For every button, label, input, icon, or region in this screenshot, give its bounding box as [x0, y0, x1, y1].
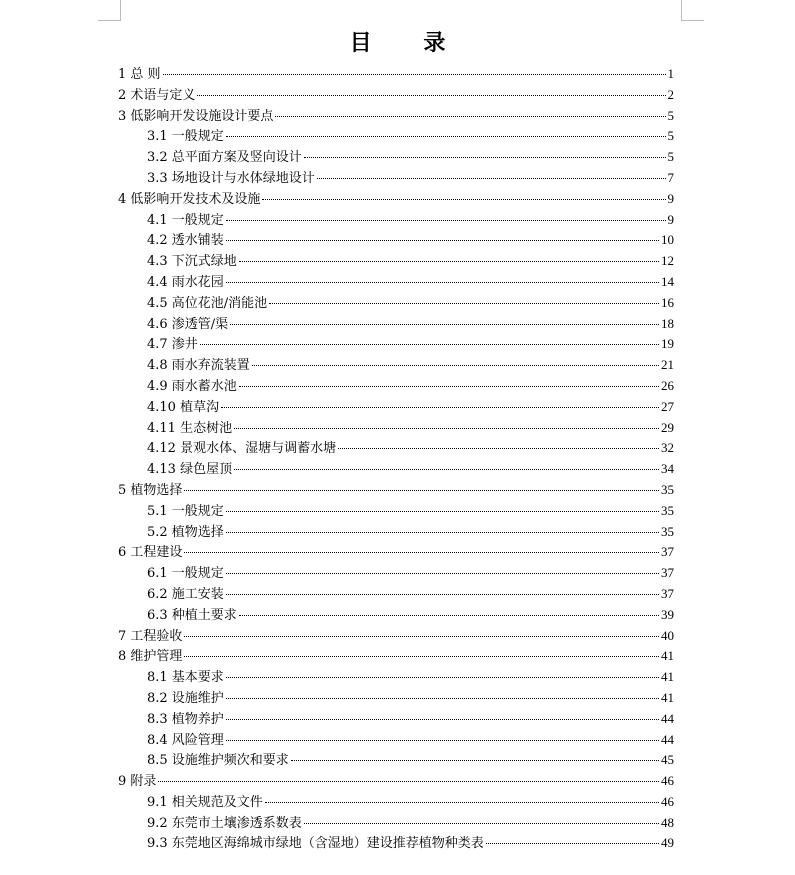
toc-dot-leader [239, 386, 659, 387]
toc-dot-leader [226, 698, 659, 699]
toc-dot-leader [234, 469, 659, 470]
toc-dot-leader [317, 178, 666, 179]
toc-entry-title: 2 术语与定义 [118, 87, 196, 103]
toc-page-number: 44 [661, 710, 674, 726]
toc-dot-leader [226, 740, 659, 741]
toc-dot-leader [158, 781, 659, 782]
toc-dot-leader [197, 95, 665, 96]
toc-page-number: 5 [667, 149, 674, 165]
table-of-contents [118, 64, 674, 854]
toc-entry[interactable] [118, 314, 674, 335]
toc-dot-leader [184, 656, 659, 657]
toc-entry-title: 3.3 场地设计与水体绿地设计 [147, 170, 315, 186]
toc-entry-title: 4.9 雨水蓄水池 [147, 378, 237, 394]
toc-entry[interactable] [118, 605, 674, 626]
toc-entry[interactable] [118, 272, 674, 293]
toc-page-number: 34 [661, 461, 674, 477]
toc-entry[interactable] [118, 667, 674, 688]
toc-entry[interactable] [118, 501, 674, 522]
toc-dot-leader [239, 261, 659, 262]
toc-page-number: 37 [661, 565, 674, 581]
toc-entry-title: 5.1 一般规定 [147, 503, 224, 519]
toc-entry-title: 4 低影响开发技术及设施 [118, 191, 261, 207]
toc-entry-title: 4.13 绿色屋顶 [147, 462, 233, 478]
toc-entry[interactable] [118, 355, 674, 376]
toc-dot-leader [226, 719, 659, 720]
toc-entry[interactable] [118, 688, 674, 709]
toc-page-number: 37 [661, 585, 674, 601]
toc-dot-leader [184, 490, 659, 491]
toc-dot-leader [338, 448, 659, 449]
toc-entry-title: 9.1 相关规范及文件 [147, 794, 263, 810]
toc-page-number: 12 [661, 253, 674, 269]
toc-entry-title: 7 工程验收 [118, 628, 183, 644]
toc-dot-leader [226, 220, 666, 221]
toc-entry[interactable] [118, 522, 674, 543]
toc-dot-leader [226, 573, 659, 574]
toc-entry[interactable] [118, 168, 674, 189]
toc-entry-title: 4.5 高位花池/消能池 [147, 295, 268, 311]
toc-entry-title: 5 植物选择 [118, 482, 183, 498]
toc-page-number: 21 [661, 357, 674, 373]
toc-entry-title: 3.1 一般规定 [147, 129, 224, 145]
toc-dot-leader [226, 511, 659, 512]
toc-dot-leader [163, 74, 666, 75]
toc-page-number: 39 [661, 606, 674, 622]
toc-entry[interactable] [118, 64, 674, 85]
toc-page-number: 16 [661, 294, 674, 310]
toc-entry[interactable] [118, 293, 674, 314]
toc-entry[interactable] [118, 397, 674, 418]
toc-dot-leader [221, 407, 659, 408]
toc-dot-leader [226, 594, 659, 595]
toc-entry-title: 4.3 下沉式绿地 [147, 254, 237, 270]
toc-page-number: 35 [661, 523, 674, 539]
toc-dot-leader [234, 428, 659, 429]
toc-entry[interactable] [118, 106, 674, 127]
toc-entry-title: 4.8 雨水弃流装置 [147, 358, 250, 374]
toc-page-number: 1 [667, 66, 674, 81]
toc-entry-title: 8.2 设施维护 [147, 690, 224, 706]
toc-dot-leader [304, 157, 666, 158]
toc-dot-leader [226, 532, 659, 533]
toc-entry-title: 4.1 一般规定 [147, 212, 224, 228]
toc-page-number: 27 [661, 398, 674, 414]
toc-page-number: 45 [661, 752, 674, 768]
toc-dot-leader [304, 823, 659, 824]
toc-page-number: 35 [661, 502, 674, 518]
toc-entry[interactable] [118, 376, 674, 397]
toc-page-number: 14 [661, 273, 674, 289]
toc-dot-leader [226, 136, 666, 137]
toc-page-number: 46 [661, 773, 674, 789]
toc-entry[interactable] [118, 771, 674, 792]
toc-page-number: 18 [661, 315, 674, 331]
toc-dot-leader [275, 116, 665, 117]
toc-page-number: 7 [667, 169, 674, 185]
toc-page-number: 37 [661, 544, 674, 560]
toc-dot-leader [184, 552, 659, 553]
toc-page-number: 5 [667, 107, 674, 123]
toc-entry-title: 4.7 渗井 [147, 337, 198, 353]
toc-dot-leader [291, 760, 659, 761]
toc-page-number: 9 [667, 211, 674, 227]
toc-page-number: 49 [661, 835, 674, 851]
toc-entry-title: 8.3 植物养护 [147, 711, 224, 727]
toc-page-number: 46 [661, 793, 674, 809]
toc-page-number: 32 [661, 440, 674, 456]
toc-entry-title: 8.1 基本要求 [147, 670, 224, 686]
toc-entry[interactable] [118, 418, 674, 439]
toc-entry-title: 3.2 总平面方案及竖向设计 [147, 150, 302, 166]
toc-entry[interactable] [118, 438, 674, 459]
toc-page-number: 2 [667, 86, 674, 102]
toc-entry-title: 4.11 生态树池 [147, 420, 233, 436]
toc-entry-title: 6.2 施工安装 [147, 586, 224, 602]
toc-entry[interactable] [118, 459, 674, 480]
toc-entry-title: 5.2 植物选择 [147, 524, 224, 540]
toc-dot-leader [486, 843, 659, 844]
toc-entry-title: 8 维护管理 [118, 649, 183, 665]
toc-entry[interactable] [118, 584, 674, 605]
toc-page-number: 44 [661, 731, 674, 747]
toc-entry-title: 6.1 一般规定 [147, 566, 224, 582]
toc-dot-leader [184, 636, 659, 637]
toc-entry[interactable] [118, 126, 674, 147]
toc-dot-leader [262, 199, 665, 200]
toc-entry[interactable] [118, 833, 674, 854]
toc-entry[interactable] [118, 813, 674, 834]
toc-dot-leader [252, 365, 659, 366]
toc-dot-leader [226, 240, 659, 241]
toc-entry-title: 8.5 设施维护频次和要求 [147, 753, 289, 769]
toc-entry[interactable] [118, 85, 674, 106]
toc-page-number: 9 [667, 190, 674, 206]
page-corner-mark-top-right [681, 0, 704, 21]
toc-page-number: 5 [667, 128, 674, 144]
toc-entry-title: 9.3 东莞地区海绵城市绿地（含湿地）建设推荐植物种类表 [147, 836, 484, 852]
toc-entry-title: 4.10 植草沟 [147, 399, 220, 415]
toc-page-number: 10 [661, 232, 674, 248]
toc-page-number: 29 [661, 419, 674, 435]
toc-dot-leader [269, 303, 659, 304]
page-title: 目 录 [349, 30, 468, 56]
toc-entry[interactable] [118, 230, 674, 251]
toc-page-number: 41 [661, 648, 674, 664]
toc-entry[interactable] [118, 147, 674, 168]
toc-entry-title: 3 低影响开发设施设计要点 [118, 108, 274, 124]
toc-page-number: 48 [661, 814, 674, 830]
toc-dot-leader [239, 615, 659, 616]
toc-entry[interactable] [118, 251, 674, 272]
toc-dot-leader [265, 802, 659, 803]
toc-entry[interactable] [118, 646, 674, 667]
toc-page-number: 40 [661, 627, 674, 643]
toc-entry[interactable] [118, 542, 674, 563]
toc-entry-title: 4.4 雨水花园 [147, 274, 224, 290]
toc-entry-title: 4.2 透水铺装 [147, 233, 224, 249]
toc-entry-title: 9 附录 [118, 774, 157, 790]
page-corner-mark-top-left [98, 0, 121, 21]
toc-entry[interactable] [118, 730, 674, 751]
toc-entry[interactable] [118, 189, 674, 210]
toc-entry[interactable] [118, 750, 674, 771]
toc-entry-title: 6.3 种植土要求 [147, 607, 237, 623]
toc-entry[interactable] [118, 709, 674, 730]
toc-entry[interactable] [118, 563, 674, 584]
toc-entry[interactable] [118, 626, 674, 647]
toc-entry-title: 1 总 则 [118, 67, 161, 82]
toc-page-number: 35 [661, 481, 674, 497]
toc-entry-title: 6 工程建设 [118, 545, 183, 561]
toc-dot-leader [230, 324, 659, 325]
toc-entry-title: 4.6 渗透管/渠 [147, 316, 229, 332]
toc-dot-leader [200, 344, 659, 345]
toc-entry[interactable] [118, 792, 674, 813]
toc-entry[interactable] [118, 480, 674, 501]
toc-entry-title: 8.4 风险管理 [147, 732, 224, 748]
toc-dot-leader [226, 677, 659, 678]
toc-entry[interactable] [118, 334, 674, 355]
toc-page-number: 19 [661, 336, 674, 352]
toc-entry[interactable] [118, 210, 674, 231]
toc-page-number: 41 [661, 669, 674, 685]
toc-page-number: 26 [661, 377, 674, 393]
toc-entry-title: 4.12 景观水体、湿塘与调蓄水塘 [147, 441, 337, 457]
toc-page-number: 41 [661, 689, 674, 705]
toc-dot-leader [226, 282, 659, 283]
toc-entry-title: 9.2 东莞市土壤渗透系数表 [147, 815, 302, 831]
